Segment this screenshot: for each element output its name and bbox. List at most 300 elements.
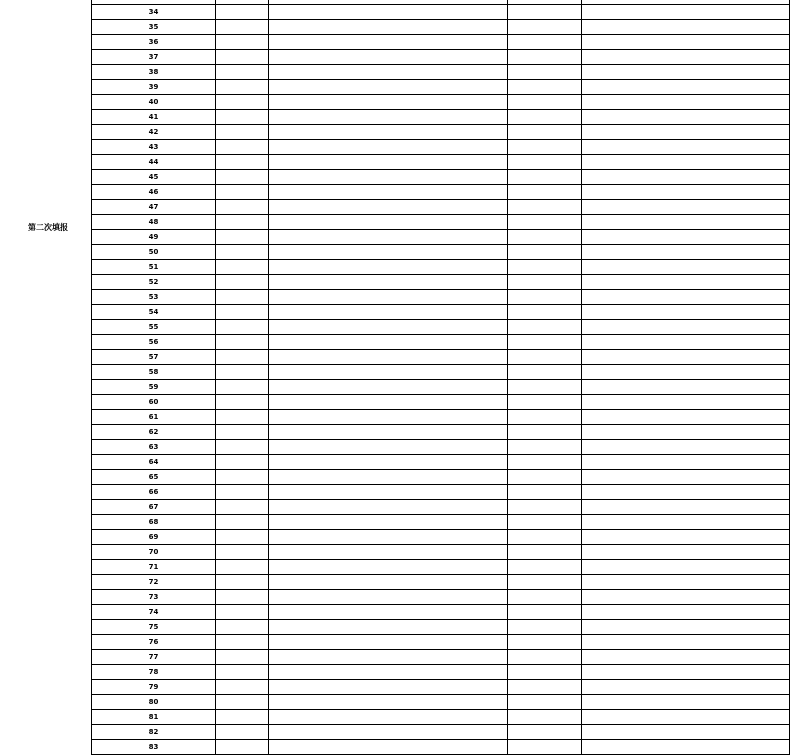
cell-c[interactable]	[508, 335, 582, 350]
cell-b[interactable]	[269, 635, 508, 650]
cell-a[interactable]	[216, 140, 269, 155]
cell-d[interactable]	[582, 290, 790, 305]
cell-d[interactable]	[582, 350, 790, 365]
cell-d[interactable]	[582, 500, 790, 515]
cell-d[interactable]	[582, 260, 790, 275]
cell-d[interactable]	[582, 425, 790, 440]
cell-d[interactable]	[582, 740, 790, 755]
cell-a[interactable]	[216, 20, 269, 35]
table-row	[92, 275, 790, 290]
cell-d[interactable]	[582, 605, 790, 620]
cell-c[interactable]	[508, 170, 582, 185]
cell-b[interactable]	[269, 320, 508, 335]
cell-c[interactable]	[508, 455, 582, 470]
table-row	[92, 185, 790, 200]
cell-c[interactable]	[508, 95, 582, 110]
cell-d[interactable]	[582, 530, 790, 545]
cell-a[interactable]	[216, 545, 269, 560]
cell-c[interactable]	[508, 215, 582, 230]
cell-b[interactable]	[269, 110, 508, 125]
row-number-cell[interactable]: 67	[92, 500, 216, 515]
cell-d[interactable]	[582, 320, 790, 335]
cell-d[interactable]	[582, 35, 790, 50]
cell-b[interactable]	[269, 80, 508, 95]
cell-d[interactable]	[582, 200, 790, 215]
row-number-cell[interactable]: 70	[92, 545, 216, 560]
cell-a[interactable]	[216, 440, 269, 455]
cell-d[interactable]	[582, 230, 790, 245]
cell-b[interactable]	[269, 680, 508, 695]
row-number-cell[interactable]: 45	[92, 170, 216, 185]
cell-b[interactable]	[269, 740, 508, 755]
section-label: 第二次填报	[28, 223, 68, 232]
cell-d[interactable]	[582, 515, 790, 530]
cell-d[interactable]	[582, 395, 790, 410]
cell-d[interactable]	[582, 125, 790, 140]
table-row	[92, 215, 790, 230]
cell-b[interactable]	[269, 125, 508, 140]
table-row	[92, 110, 790, 125]
cell-a[interactable]	[216, 575, 269, 590]
row-number-cell[interactable]: 57	[92, 350, 216, 365]
table-row	[92, 155, 790, 170]
cell-c[interactable]	[508, 560, 582, 575]
cell-b[interactable]	[269, 425, 508, 440]
table-row	[92, 500, 790, 515]
table-row	[92, 170, 790, 185]
row-number-cell[interactable]: 80	[92, 695, 216, 710]
row-number-cell[interactable]: 76	[92, 635, 216, 650]
cell-b[interactable]	[269, 530, 508, 545]
cell-a[interactable]	[216, 125, 269, 140]
table-row	[92, 485, 790, 500]
cell-d[interactable]	[582, 5, 790, 20]
cell-c[interactable]	[508, 695, 582, 710]
row-number-cell[interactable]: 39	[92, 80, 216, 95]
table-row	[92, 5, 790, 20]
table-row	[92, 395, 790, 410]
row-number-cell[interactable]: 83	[92, 740, 216, 755]
cell-b[interactable]	[269, 20, 508, 35]
row-number-cell[interactable]: 40	[92, 95, 216, 110]
table-row	[92, 605, 790, 620]
cell-b[interactable]	[269, 590, 508, 605]
table-row	[92, 455, 790, 470]
cell-b[interactable]	[269, 140, 508, 155]
table-row	[92, 200, 790, 215]
cell-d[interactable]	[582, 275, 790, 290]
cell-d[interactable]	[582, 590, 790, 605]
row-number-cell[interactable]: 38	[92, 65, 216, 80]
cell-b[interactable]	[269, 350, 508, 365]
cell-a[interactable]	[216, 110, 269, 125]
cell-a[interactable]	[216, 620, 269, 635]
row-number-cell[interactable]: 75	[92, 620, 216, 635]
cell-c[interactable]	[508, 470, 582, 485]
row-number-cell[interactable]: 77	[92, 650, 216, 665]
cell-d[interactable]	[582, 725, 790, 740]
table-row	[92, 560, 790, 575]
cell-b[interactable]	[269, 395, 508, 410]
cell-d[interactable]	[582, 710, 790, 725]
table-row	[92, 740, 790, 755]
cell-a[interactable]	[216, 320, 269, 335]
cell-b[interactable]	[269, 410, 508, 425]
row-number-cell[interactable]: 48	[92, 215, 216, 230]
table-row	[92, 140, 790, 155]
cell-b[interactable]	[269, 665, 508, 680]
row-number-cell[interactable]: 56	[92, 335, 216, 350]
cell-c[interactable]	[508, 485, 582, 500]
cell-a[interactable]	[216, 335, 269, 350]
row-number-cell[interactable]: 68	[92, 515, 216, 530]
cell-d[interactable]	[582, 110, 790, 125]
row-number-cell[interactable]: 81	[92, 710, 216, 725]
cell-a[interactable]	[216, 695, 269, 710]
cell-b[interactable]	[269, 305, 508, 320]
cell-a[interactable]	[216, 290, 269, 305]
cell-b[interactable]	[269, 515, 508, 530]
cell-c[interactable]	[508, 395, 582, 410]
cell-d[interactable]	[582, 650, 790, 665]
cell-a[interactable]	[216, 380, 269, 395]
cell-c[interactable]	[508, 275, 582, 290]
row-number-cell[interactable]: 47	[92, 200, 216, 215]
row-number-cell[interactable]: 82	[92, 725, 216, 740]
cell-a[interactable]	[216, 215, 269, 230]
cell-a[interactable]	[216, 5, 269, 20]
cell-a[interactable]	[216, 410, 269, 425]
cell-a[interactable]	[216, 650, 269, 665]
cell-c[interactable]	[508, 365, 582, 380]
cell-c[interactable]	[508, 575, 582, 590]
cell-a[interactable]	[216, 365, 269, 380]
cell-a[interactable]	[216, 65, 269, 80]
cell-a[interactable]	[216, 560, 269, 575]
cell-b[interactable]	[269, 650, 508, 665]
row-number-cell[interactable]: 64	[92, 455, 216, 470]
cell-b[interactable]	[269, 50, 508, 65]
cell-c[interactable]	[508, 380, 582, 395]
cell-c[interactable]	[508, 740, 582, 755]
cell-b[interactable]	[269, 695, 508, 710]
cell-d[interactable]	[582, 185, 790, 200]
cell-d[interactable]	[582, 665, 790, 680]
row-number-cell[interactable]: 53	[92, 290, 216, 305]
table-row	[92, 230, 790, 245]
row-number-cell[interactable]: 66	[92, 485, 216, 500]
cell-b[interactable]	[269, 485, 508, 500]
row-number-cell[interactable]: 60	[92, 395, 216, 410]
cell-d[interactable]	[582, 635, 790, 650]
cell-a[interactable]	[216, 80, 269, 95]
cell-a[interactable]	[216, 200, 269, 215]
cell-b[interactable]	[269, 230, 508, 245]
table-row	[92, 650, 790, 665]
cell-a[interactable]	[216, 455, 269, 470]
cell-c[interactable]	[508, 155, 582, 170]
table-row	[92, 365, 790, 380]
cell-b[interactable]	[269, 560, 508, 575]
cell-d[interactable]	[582, 695, 790, 710]
table-row	[92, 695, 790, 710]
row-number-cell[interactable]: 78	[92, 665, 216, 680]
row-number-cell[interactable]: 49	[92, 230, 216, 245]
cell-c[interactable]	[508, 425, 582, 440]
row-number-cell[interactable]: 54	[92, 305, 216, 320]
cell-d[interactable]	[582, 455, 790, 470]
cell-a[interactable]	[216, 395, 269, 410]
cell-b[interactable]	[269, 290, 508, 305]
cell-b[interactable]	[269, 575, 508, 590]
cell-b[interactable]	[269, 65, 508, 80]
cell-d[interactable]	[582, 680, 790, 695]
cell-a[interactable]	[216, 605, 269, 620]
cell-c[interactable]	[508, 320, 582, 335]
cell-c[interactable]	[508, 5, 582, 20]
row-number-cell[interactable]: 55	[92, 320, 216, 335]
row-number-cell[interactable]: 73	[92, 590, 216, 605]
cell-d[interactable]	[582, 245, 790, 260]
cell-a[interactable]	[216, 725, 269, 740]
cell-d[interactable]	[582, 560, 790, 575]
table-row	[92, 545, 790, 560]
cell-d[interactable]	[582, 140, 790, 155]
row-number-cell[interactable]: 41	[92, 110, 216, 125]
row-number-cell[interactable]: 52	[92, 275, 216, 290]
cell-c[interactable]	[508, 50, 582, 65]
table-row	[92, 80, 790, 95]
cell-c[interactable]	[508, 500, 582, 515]
data-table	[91, 0, 790, 755]
cell-a[interactable]	[216, 170, 269, 185]
cell-a[interactable]	[216, 425, 269, 440]
row-number-cell[interactable]: 74	[92, 605, 216, 620]
cell-b[interactable]	[269, 170, 508, 185]
cell-b[interactable]	[269, 725, 508, 740]
cell-c[interactable]	[508, 185, 582, 200]
cell-c[interactable]	[508, 110, 582, 125]
cell-d[interactable]	[582, 545, 790, 560]
cell-a[interactable]	[216, 350, 269, 365]
cell-d[interactable]	[582, 170, 790, 185]
cell-d[interactable]	[582, 335, 790, 350]
cell-c[interactable]	[508, 245, 582, 260]
cell-c[interactable]	[508, 20, 582, 35]
cell-d[interactable]	[582, 410, 790, 425]
table-row	[92, 635, 790, 650]
row-number-cell[interactable]: 34	[92, 5, 216, 20]
cell-d[interactable]	[582, 95, 790, 110]
cell-a[interactable]	[216, 260, 269, 275]
row-number-cell[interactable]: 62	[92, 425, 216, 440]
cell-a[interactable]	[216, 485, 269, 500]
cell-b[interactable]	[269, 500, 508, 515]
cell-b[interactable]	[269, 605, 508, 620]
cell-a[interactable]	[216, 740, 269, 755]
cell-b[interactable]	[269, 710, 508, 725]
table-row	[92, 335, 790, 350]
cell-c[interactable]	[508, 530, 582, 545]
cell-d[interactable]	[582, 50, 790, 65]
cell-a[interactable]	[216, 590, 269, 605]
table-row	[92, 620, 790, 635]
row-number-cell[interactable]: 59	[92, 380, 216, 395]
row-number-cell[interactable]: 79	[92, 680, 216, 695]
cell-c[interactable]	[508, 125, 582, 140]
cell-a[interactable]	[216, 155, 269, 170]
cell-a[interactable]	[216, 275, 269, 290]
cell-c[interactable]	[508, 680, 582, 695]
cell-c[interactable]	[508, 80, 582, 95]
cell-c[interactable]	[508, 350, 582, 365]
row-number-cell[interactable]: 44	[92, 155, 216, 170]
cell-c[interactable]	[508, 665, 582, 680]
row-number-cell[interactable]: 72	[92, 575, 216, 590]
cell-a[interactable]	[216, 95, 269, 110]
cell-c[interactable]	[508, 635, 582, 650]
cell-c[interactable]	[508, 725, 582, 740]
cell-a[interactable]	[216, 470, 269, 485]
table-row	[92, 575, 790, 590]
cell-a[interactable]	[216, 245, 269, 260]
row-number-cell[interactable]: 50	[92, 245, 216, 260]
table-row	[92, 125, 790, 140]
cell-c[interactable]	[508, 260, 582, 275]
table-row	[92, 95, 790, 110]
table-row	[92, 290, 790, 305]
cell-a[interactable]	[216, 305, 269, 320]
cell-b[interactable]	[269, 335, 508, 350]
row-number-cell[interactable]: 58	[92, 365, 216, 380]
cell-c[interactable]	[508, 650, 582, 665]
cell-b[interactable]	[269, 380, 508, 395]
row-number-cell[interactable]: 37	[92, 50, 216, 65]
row-number-cell[interactable]: 51	[92, 260, 216, 275]
row-number-cell[interactable]: 63	[92, 440, 216, 455]
table-row	[92, 470, 790, 485]
cell-c[interactable]	[508, 410, 582, 425]
cell-a[interactable]	[216, 515, 269, 530]
cell-b[interactable]	[269, 200, 508, 215]
table-row	[92, 530, 790, 545]
cell-c[interactable]	[508, 305, 582, 320]
cell-a[interactable]	[216, 185, 269, 200]
row-number-cell[interactable]: 43	[92, 140, 216, 155]
cell-a[interactable]	[216, 665, 269, 680]
cell-d[interactable]	[582, 380, 790, 395]
cell-c[interactable]	[508, 140, 582, 155]
table-row	[92, 665, 790, 680]
cell-b[interactable]	[269, 155, 508, 170]
table-row	[92, 425, 790, 440]
cell-d[interactable]	[582, 155, 790, 170]
cell-a[interactable]	[216, 50, 269, 65]
cell-b[interactable]	[269, 470, 508, 485]
cell-d[interactable]	[582, 20, 790, 35]
cell-b[interactable]	[269, 275, 508, 290]
row-number-cell[interactable]: 61	[92, 410, 216, 425]
table-row	[92, 245, 790, 260]
cell-a[interactable]	[216, 230, 269, 245]
table-row	[92, 380, 790, 395]
cell-d[interactable]	[582, 305, 790, 320]
cell-d[interactable]	[582, 215, 790, 230]
cell-a[interactable]	[216, 530, 269, 545]
row-number-cell[interactable]: 69	[92, 530, 216, 545]
cell-d[interactable]	[582, 620, 790, 635]
cell-d[interactable]	[582, 65, 790, 80]
row-number-cell[interactable]: 71	[92, 560, 216, 575]
cell-b[interactable]	[269, 245, 508, 260]
row-number-cell[interactable]: 42	[92, 125, 216, 140]
row-number-cell[interactable]: 36	[92, 35, 216, 50]
cell-c[interactable]	[508, 290, 582, 305]
table-row	[92, 305, 790, 320]
cell-b[interactable]	[269, 620, 508, 635]
cell-d[interactable]	[582, 440, 790, 455]
cell-c[interactable]	[508, 710, 582, 725]
table-row	[92, 680, 790, 695]
cell-a[interactable]	[216, 500, 269, 515]
cell-d[interactable]	[582, 80, 790, 95]
cell-c[interactable]	[508, 545, 582, 560]
table-row	[92, 50, 790, 65]
cell-b[interactable]	[269, 440, 508, 455]
cell-b[interactable]	[269, 260, 508, 275]
table-row	[92, 35, 790, 50]
table-row	[92, 20, 790, 35]
table-row	[92, 260, 790, 275]
cell-c[interactable]	[508, 515, 582, 530]
cell-c[interactable]	[508, 35, 582, 50]
cell-c[interactable]	[508, 200, 582, 215]
cell-c[interactable]	[508, 605, 582, 620]
cell-b[interactable]	[269, 5, 508, 20]
cell-c[interactable]	[508, 440, 582, 455]
cell-d[interactable]	[582, 575, 790, 590]
cell-d[interactable]	[582, 365, 790, 380]
cell-d[interactable]	[582, 485, 790, 500]
cell-b[interactable]	[269, 95, 508, 110]
cell-b[interactable]	[269, 365, 508, 380]
cell-c[interactable]	[508, 620, 582, 635]
cell-c[interactable]	[508, 230, 582, 245]
table-row	[92, 350, 790, 365]
cell-b[interactable]	[269, 35, 508, 50]
row-number-cell[interactable]: 35	[92, 20, 216, 35]
cell-b[interactable]	[269, 455, 508, 470]
table-row	[92, 440, 790, 455]
table-row	[92, 710, 790, 725]
cell-a[interactable]	[216, 710, 269, 725]
table-row	[92, 410, 790, 425]
cell-d[interactable]	[582, 470, 790, 485]
cell-b[interactable]	[269, 215, 508, 230]
row-number-cell[interactable]: 46	[92, 185, 216, 200]
table-row	[92, 515, 790, 530]
cell-c[interactable]	[508, 65, 582, 80]
row-number-cell[interactable]: 65	[92, 470, 216, 485]
table-row	[92, 320, 790, 335]
cell-a[interactable]	[216, 635, 269, 650]
table-row	[92, 725, 790, 740]
cell-b[interactable]	[269, 185, 508, 200]
cell-a[interactable]	[216, 680, 269, 695]
cell-b[interactable]	[269, 545, 508, 560]
cell-c[interactable]	[508, 590, 582, 605]
cell-a[interactable]	[216, 35, 269, 50]
